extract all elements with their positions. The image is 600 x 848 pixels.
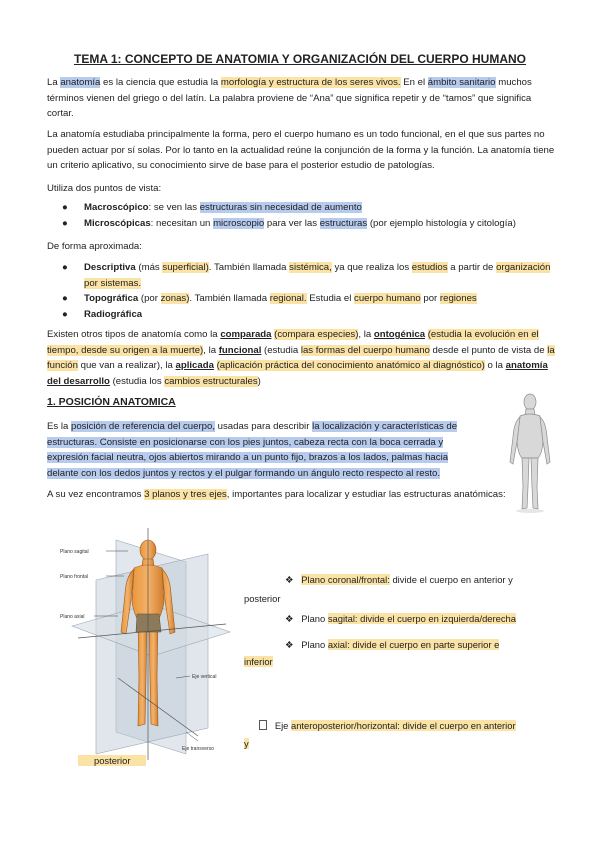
document-title: TEMA 1: CONCEPTO DE ANATOMIA Y ORGANIZACIÓN DEL CUERPO HUMANO xyxy=(73,52,527,66)
views-list xyxy=(58,200,560,231)
paragraph-planes-intro: A su vez encontramos 3 planos y tres ejes, importantes para localizar y estudiar las estructuras anatómicas: xyxy=(47,489,506,500)
anatomical-planes-diagram xyxy=(58,528,236,764)
axis-anteroposterior: Eje anteroposterior/horizontal: divide el cuerpo en anterior xyxy=(259,718,516,733)
paragraph-types: Existen otros tipos de anatomía como la comparada (compara especies), la ontogénica (estudia la evolución en el tiempo, desde su origen a la muerte), la funcional (estudia las formas del cuerpo humano desde el punto de vista de la función que van a realizar), la aplicada (aplicación práctica del conocimiento anatómico al diagnóstico) o la anatomía del desarrollo (estudia los cambios estructurales) xyxy=(47,329,555,387)
paragraph-function: La anatomía estudiaba principalmente la forma, pero el cuerpo humano es un todo funcional, en el que sus partes no pueden actuar por sí solas. Por lo tanto en la actualidad reúne la conjunción de la forma y la función. La anatomía tiene un criterio aplicativo, su conocimiento sirve de base para el posterior estudio de patologías. xyxy=(47,129,555,171)
diamond-bullet-icon: ❖ xyxy=(285,574,294,585)
paragraph-definition: La anatomía es la ciencia que estudia la morfología y estructura de los seres vivos. En el ámbito sanitario muchos términos vienen del griego o del latín. La palabra proviene de “Ana” que significa repetir y de “tamos” que significa cortar. xyxy=(47,77,532,119)
plane-sagital: ❖ Plano sagital: divide el cuerpo en izquierda/derecha xyxy=(285,613,516,624)
label-plano-axial: Plano axial xyxy=(60,614,85,620)
list-item: ● Macroscópico: se ven las estructuras sin necesidad de aumento xyxy=(62,202,362,213)
axis-y: y xyxy=(244,738,249,749)
forms-list xyxy=(58,260,560,322)
section-heading: 1. POSICIÓN ANATOMICA xyxy=(47,396,176,408)
plane-axial: ❖ Plano axial: divide el cuerpo en parte superior e xyxy=(285,639,500,650)
list-item: ● Topográfica (por zonas). También llamada regional. Estudia el cuerpo humano por regiones xyxy=(62,293,477,304)
paragraph-position: Es la posición de referencia del cuerpo, usadas para describir la localización y características de estructuras. Consiste en posicionarse con los pies juntos, cabeza recta con la boca cerrada y expresión facial neutra, ojos abiertos mirando a un punto fijo, brazos a los lados, palmas hacia delante con los dedos juntos y rectos y el pulgar formando un ángulo recto respecto al resto. xyxy=(47,421,458,479)
axis-cont: posterior xyxy=(78,753,146,768)
diamond-bullet-icon: ❖ xyxy=(285,613,294,624)
plane-axial-cont: inferior xyxy=(244,656,273,667)
label-plano-sagital: Plano sagital xyxy=(60,549,89,555)
diamond-bullet-icon: ❖ xyxy=(285,639,294,650)
label-plano-frontal: Plano frontal xyxy=(60,574,89,580)
label-eje-vertical: Eje vertical xyxy=(192,674,217,680)
plane-coronal: ❖ Plano coronal/frontal: divide el cuerpo en anterior y xyxy=(285,574,513,585)
box-bullet-icon xyxy=(259,720,267,730)
plane-coronal-cont: posterior xyxy=(244,593,281,604)
label-eje-transverso: Eje transverso xyxy=(182,746,214,752)
paragraph-points-of-view: Utiliza dos puntos de vista: xyxy=(47,183,162,194)
paragraph-approx: De forma aproximada: xyxy=(47,241,142,252)
list-item: ● Microscópicas: necesitan un microscopio para ver las estructuras (por ejemplo histología y citología) xyxy=(62,217,516,229)
list-item: ● Radiográfica xyxy=(62,308,143,320)
loincloth xyxy=(136,614,161,632)
list-item: ● Descriptiva (más superficial). También llamada sistémica, ya que realiza los estudios a partir de organización por sistemas. xyxy=(62,262,551,289)
